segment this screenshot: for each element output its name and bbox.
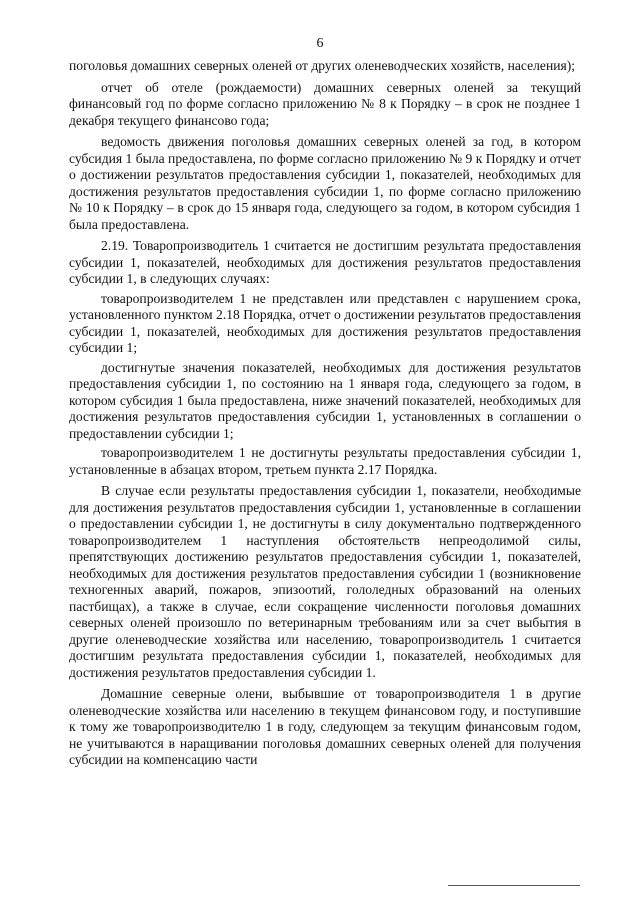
paragraph-calving-report: отчет об отеле (рождаемости) домашних северных оленей за текущий финансовый год по форме согласно приложению № 8 к Порядку – в срок не позднее 1 декабря текущего финансово года; [69, 79, 581, 128]
footer-rule [448, 885, 580, 886]
paragraph-force-majeure: В случае если результаты предоставления субсидии 1, показатели, необходимые для достижения результатов предоставления субсидии 1, установленные в соглашении о предоставлении субсидии 1, не достигнуты в силу документально подтвержденного товаропроизводителем 1 наступления обстоятельств непреодолимой силы, препятствующих достижению результатов предоставления субсидии 1, показателей, необходимых для достижения результатов предоставления субсидии 1 (возникновение техногенных аварий, пожаров, эпизоотий, гололедных образований на оленьих пастбищах), а также в случае, если сокращение численности поголовья домашних северных оленей произошло по ветеринарным требованиям или за счет выбытия в другие оленеводческие хозяйства или населению, товаропроизводитель 1 считается достигшим результата предоставления субсидии 1, показателей, необходимых для достижения результатов предоставления субсидии 1. [69, 483, 581, 680]
paragraph-continuation: поголовья домашних северных оленей от других оленеводческих хозяйств, населения); [69, 58, 576, 73]
paragraph-case-report-not-submitted: товаропроизводителем 1 не представлен или представлен с нарушением срока, установленного пунктом 2.18 Порядка, отчет о достижении результатов предоставления субсидии 1, показателей, необходимых для достижения результатов предоставления субсидии 1; [69, 290, 581, 355]
paragraph-case-results-not-achieved: товаропроизводителем 1 не достигнуты результаты предоставления субсидии 1, установленные в абзацах втором, третьем пункта 2.17 Порядка. [69, 445, 581, 477]
paragraph-case-values-below-target: достигнутые значения показателей, необходимых для достижения результатов предоставления субсидии 1, по состоянию на 1 января года, следующего за годом, в котором субсидия 1 была предоставлена, ниже значений показателей, необходимых для достижения результатов предоставления субсидии 1, установленных в соглашении о предоставлении субсидии 1; [69, 359, 581, 441]
document-body [69, 58, 581, 774]
paragraph-herd-movement-statement: ведомость движения поголовья домашних северных оленей за год, в котором субсидия 1 была предоставлена, по форме согласно приложению № 9 к Порядку и отчет о достижении результатов предоставления субсидии 1, показателей, необходимых для достижения результатов предоставления субсидии 1, по форме согласно приложению № 10 к Порядку – в срок до 15 января года, следующего за годом, в котором субсидия 1 была предоставлена. [69, 134, 581, 232]
paragraph-clause-2-19: 2.19. Товаропроизводитель 1 считается не достигшим результата предоставления субсидии 1, показателей, необходимых для достижения результатов предоставления субсидии 1, в следующих случаях: [69, 238, 581, 286]
page-number: 6 [316, 36, 324, 51]
paragraph-transferred-reindeer: Домашние северные олени, выбывшие от товаропроизводителя 1 в другие оленеводческие хозяйства или населению в текущем финансовом году, и поступившие к тому же товаропроизводителю 1 в году, следующем за текущим финансовым годом, не учитываются в наращивании поголовья домашних северных оленей для получения субсидии на компенсацию части [69, 686, 581, 767]
